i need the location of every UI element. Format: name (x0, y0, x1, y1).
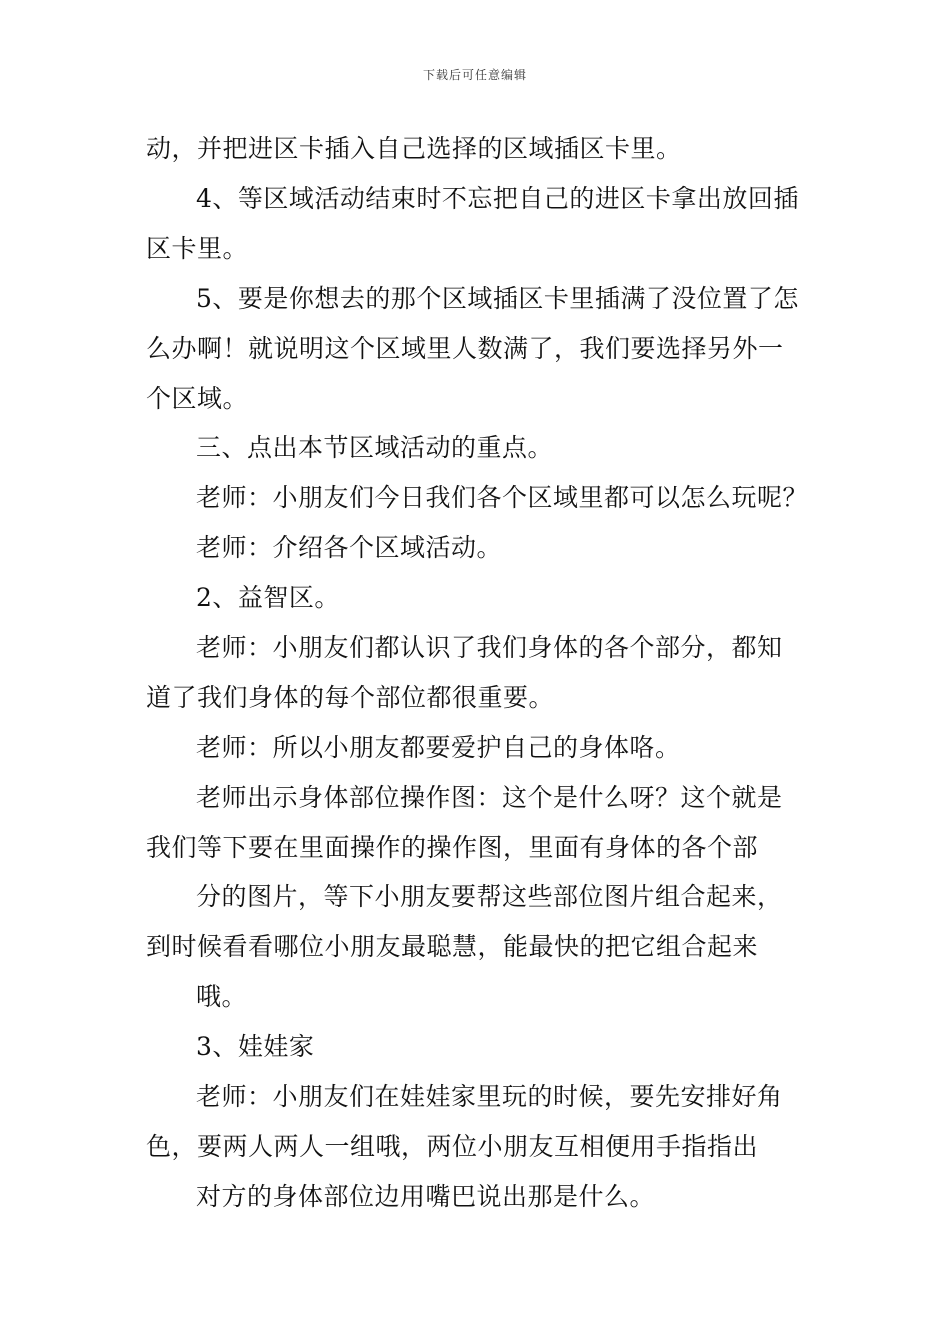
text-line: 动，并把进区卡插入自己选择的区域插区卡里。 (146, 134, 682, 163)
text-line: 4、等区域活动结束时不忘把自己的进区卡拿出放回插 (196, 184, 799, 213)
text-line: 分的图片，等下小朋友要帮这些部位图片组合起来， (196, 882, 783, 911)
text-line: 三、点出本节区域活动的重点。 (196, 433, 554, 462)
text-line: 区卡里。 (146, 234, 249, 263)
text-line: 老师：小朋友们都认识了我们身体的各个部分，都知 (196, 633, 783, 662)
text-line: 老师：小朋友们在娃娃家里玩的时候，要先安排好角 (196, 1082, 783, 1111)
text-line: 老师出示身体部位操作图：这个是什么呀？这个就是 (196, 783, 783, 812)
text-line: 道了我们身体的每个部位都很重要。 (146, 683, 555, 712)
text-line: 哦。 (196, 982, 248, 1011)
text-line: 色，要两人两人一组哦，两位小朋友互相便用手指指出 (146, 1132, 759, 1161)
text-line: 老师：小朋友们今日我们各个区域里都可以怎么玩呢？ (196, 483, 809, 512)
text-line: 对方的身体部位边用嘴巴说出那是什么。 (196, 1182, 656, 1211)
text-line: 到时候看看哪位小朋友最聪慧，能最快的把它组合起来 (146, 932, 759, 961)
text-line: 老师：所以小朋友都要爱护自己的身体咯。 (196, 733, 681, 762)
text-line: 5、要是你想去的那个区域插区卡里插满了没位置了怎 (196, 284, 799, 313)
text-line: 个区域。 (146, 384, 249, 413)
text-line: 么办啊！就说明这个区域里人数满了，我们要选择另外一 (146, 334, 784, 363)
text-line: 2、益智区。 (196, 583, 340, 612)
text-line: 我们等下要在里面操作的操作图，里面有身体的各个部 (146, 833, 759, 862)
page-header: 下载后可任意编辑 (422, 68, 527, 82)
text-line: 老师：介绍各个区域活动。 (196, 533, 503, 562)
text-line: 3、娃娃家 (196, 1032, 315, 1061)
